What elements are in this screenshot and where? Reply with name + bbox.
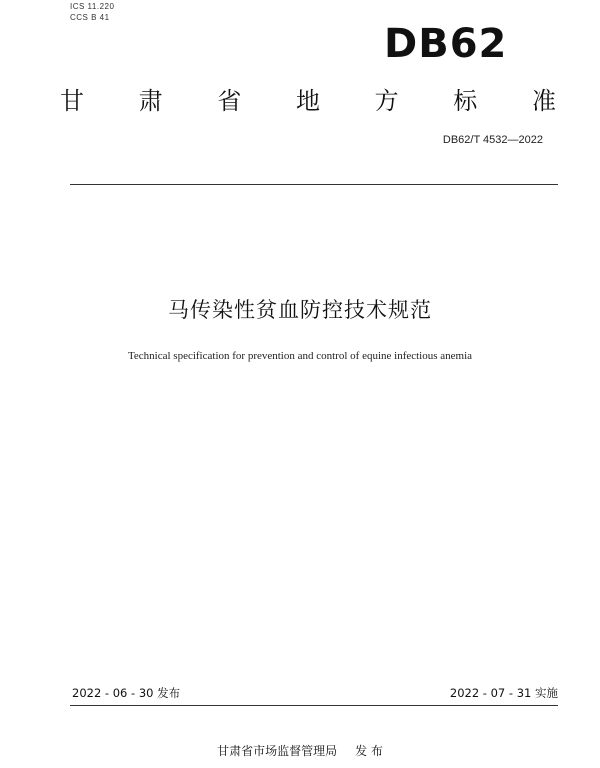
document-title-english: Technical specification for prevention and control of equine infectious anemia	[127, 350, 473, 362]
standard-type-heading	[60, 86, 556, 116]
standard-type-char: 甘	[60, 87, 84, 115]
standard-number: DB62/T 4532—2022	[442, 134, 543, 146]
top-divider	[70, 184, 558, 185]
document-title-chinese: 马传染性贫血防控技术规范	[168, 298, 432, 322]
effective-date: 2022 - 07 - 31 实施	[449, 686, 558, 700]
standard-type-char: 标	[453, 87, 478, 115]
standard-type-char: 准	[531, 87, 556, 115]
db62-logo: DB62	[384, 21, 508, 67]
issue-date: 2022 - 06 - 30 发布	[72, 686, 181, 700]
standard-type-char: 方	[374, 87, 399, 115]
issuer-name: 甘肃省市场监督管理局	[217, 744, 338, 758]
ccs-code: CCS B 41	[70, 13, 110, 22]
bottom-divider	[70, 705, 558, 706]
issuer-action: 发 布	[355, 744, 383, 758]
standard-type-char: 省	[217, 87, 242, 115]
ics-code: ICS 11.220	[70, 2, 115, 11]
standard-type-char: 地	[295, 87, 320, 115]
issuer-line	[0, 743, 600, 759]
classification-codes	[70, 1, 114, 23]
standard-type-char: 肃	[138, 87, 163, 115]
